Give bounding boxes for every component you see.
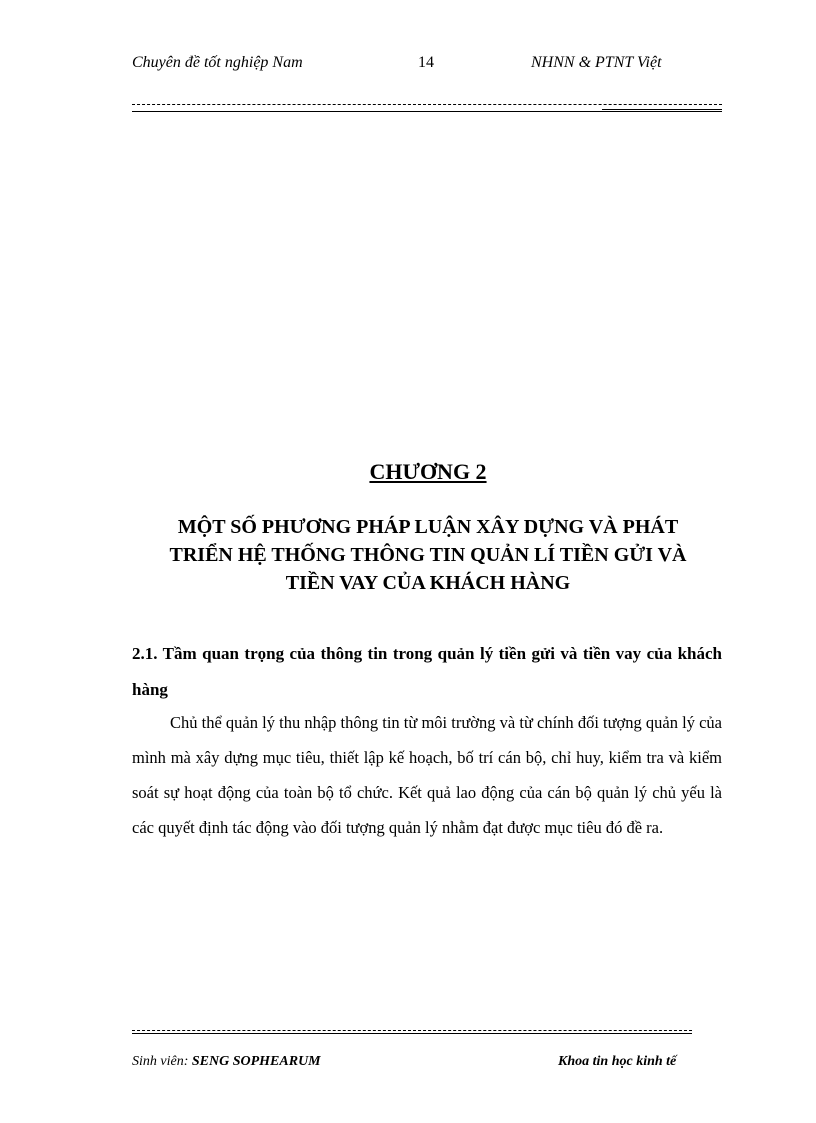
footer-divider-dashed <box>132 1030 692 1031</box>
header-document-title: Chuyên đề tốt nghiệp Nam <box>132 54 303 71</box>
footer-student-label: Sinh viên: <box>132 1054 189 1069</box>
footer-divider-solid <box>132 1033 692 1034</box>
body-paragraph: Chủ thể quản lý thu nhập thông tin từ môi trường và từ chính đối tượng quản lý của mình mà xây dựng mục tiêu, thiết lập kế hoạch, bố trí cán bộ, chỉ huy, kiểm tra và kiểm soát sự hoạt động của toàn bộ tổ chức. Kết quả lao động của cán bộ quản lý chủ yếu là các quyết định tác động vào đối tượng quản lý nhằm đạt được mục tiêu đó đề ra. <box>132 713 722 837</box>
header-divider-dashed <box>132 104 722 105</box>
header-page-number: 14 <box>418 54 434 71</box>
footer-student-name: SENG SOPHEARUM <box>191 1054 321 1069</box>
chapter-label: CHƯƠNG 2 <box>369 459 487 484</box>
chapter-title: MỘT SỐ PHƯƠNG PHÁP LUẬN XÂY DỰNG VÀ PHÁT TRIỂN HỆ THỐNG THÔNG TIN QUẢN LÍ TIỀN GỬI VÀ TIỀN VAY CỦA KHÁCH HÀNG <box>169 516 687 594</box>
header-divider-solid <box>602 109 722 110</box>
section-heading: 2.1. Tầm quan trọng của thông tin trong quản lý tiền gửi và tiền vay của khách hàng <box>132 644 722 699</box>
footer-student <box>132 1054 321 1070</box>
header-divider-double <box>132 111 722 112</box>
footer-department: Khoa tin học kinh tế <box>558 1054 677 1069</box>
header-organization: NHNN & PTNT Việt <box>531 54 662 71</box>
